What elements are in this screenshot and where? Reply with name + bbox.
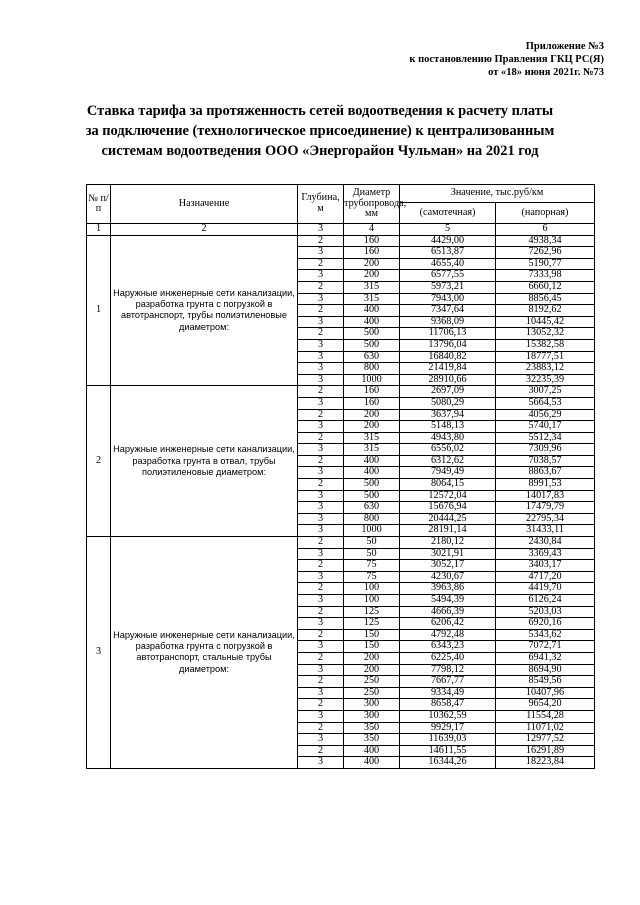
pressure-value-cell: 16291,89 [496,745,595,757]
pressure-value-cell: 8192,62 [496,305,595,317]
gravity-value-cell: 7949,49 [400,467,496,479]
title-line-2: за подключение (технологическое присоединение) к централизованным [85,123,555,139]
diameter-cell: 500 [344,490,400,502]
gravity-value-cell: 3963,86 [400,583,496,595]
depth-cell: 3 [298,687,344,699]
tariff-table [86,184,595,769]
depth-cell: 2 [298,386,344,398]
pressure-value-cell: 5512,34 [496,432,595,444]
title-line-3: системам водоотведения ООО «Энергорайон Чульман» на 2021 год [101,143,539,159]
gravity-value-cell: 4666,39 [400,606,496,618]
diameter-cell: 315 [344,293,400,305]
depth-cell: 2 [298,479,344,491]
depth-cell: 2 [298,629,344,641]
gravity-value-cell: 6225,40 [400,652,496,664]
pressure-value-cell: 32235,39 [496,374,595,386]
gravity-value-cell: 4655,40 [400,258,496,270]
diameter-cell: 315 [344,444,400,456]
table-row [87,537,595,549]
pressure-value-cell: 6920,16 [496,618,595,630]
group-description: Наружные инженерные сети канализации, разработка грунта с погрузкой в автотранспорт, стальные трубы диаметром: [111,537,298,769]
gravity-value-cell: 13796,04 [400,339,496,351]
diameter-cell: 1000 [344,374,400,386]
diameter-cell: 160 [344,247,400,259]
diameter-cell: 125 [344,606,400,618]
pressure-value-cell: 22795,34 [496,513,595,525]
pressure-value-cell: 17479,79 [496,502,595,514]
header-purpose: Назначение [111,185,298,224]
gravity-value-cell: 7667,77 [400,676,496,688]
appendix-line-3: от «18» июня 2021г. №73 [488,67,604,78]
gravity-value-cell: 5148,13 [400,421,496,433]
depth-cell: 3 [298,421,344,433]
depth-cell: 3 [298,467,344,479]
depth-cell: 3 [298,490,344,502]
depth-cell: 3 [298,374,344,386]
pressure-value-cell: 6660,12 [496,281,595,293]
depth-cell: 2 [298,745,344,757]
appendix-line-2: к постановлению Правления ГКЦ РС(Я) [409,54,604,65]
gravity-value-cell: 2180,12 [400,537,496,549]
pressure-value-cell: 8549,56 [496,676,595,688]
pressure-value-cell: 7309,96 [496,444,595,456]
depth-cell: 2 [298,652,344,664]
diameter-cell: 300 [344,710,400,722]
diameter-cell: 160 [344,386,400,398]
pressure-value-cell: 31433,11 [496,525,595,537]
depth-cell: 2 [298,583,344,595]
gravity-value-cell: 2697,09 [400,386,496,398]
pressure-value-cell: 7333,98 [496,270,595,282]
table-row [87,386,595,398]
gravity-value-cell: 6343,23 [400,641,496,653]
column-number-cell: 5 [400,224,496,236]
diameter-cell: 350 [344,734,400,746]
diameter-cell: 400 [344,316,400,328]
gravity-value-cell: 20444,25 [400,513,496,525]
depth-cell: 3 [298,316,344,328]
gravity-value-cell: 3052,17 [400,560,496,572]
gravity-value-cell: 14611,55 [400,745,496,757]
pressure-value-cell: 14017,83 [496,490,595,502]
diameter-cell: 160 [344,397,400,409]
depth-cell: 3 [298,734,344,746]
pressure-value-cell: 4938,34 [496,235,595,247]
pressure-value-cell: 5190,77 [496,258,595,270]
diameter-cell: 500 [344,339,400,351]
gravity-value-cell: 6577,55 [400,270,496,282]
gravity-value-cell: 16344,26 [400,757,496,769]
depth-cell: 3 [298,247,344,259]
header-value: Значение, тыс.руб/км [400,185,595,203]
diameter-cell: 100 [344,595,400,607]
diameter-cell: 125 [344,618,400,630]
diameter-cell: 50 [344,548,400,560]
pressure-value-cell: 13052,32 [496,328,595,340]
gravity-value-cell: 4230,67 [400,571,496,583]
pressure-value-cell: 8856,45 [496,293,595,305]
pressure-value-cell: 7072,71 [496,641,595,653]
diameter-cell: 400 [344,455,400,467]
pressure-value-cell: 5664,53 [496,397,595,409]
gravity-value-cell: 6206,42 [400,618,496,630]
gravity-value-cell: 4943,80 [400,432,496,444]
diameter-cell: 630 [344,351,400,363]
depth-cell: 3 [298,397,344,409]
gravity-value-cell: 9368,09 [400,316,496,328]
diameter-cell: 75 [344,560,400,572]
diameter-cell: 800 [344,513,400,525]
gravity-value-cell: 8064,15 [400,479,496,491]
pressure-value-cell: 3369,43 [496,548,595,560]
appendix-header [409,40,604,79]
diameter-cell: 250 [344,676,400,688]
group-description: Наружные инженерные сети канализации, разработка грунта с погрузкой в автотранспорт, трубы полиэтиленовые диаметром: [111,235,298,386]
diameter-cell: 400 [344,467,400,479]
pressure-value-cell: 8694,90 [496,664,595,676]
depth-cell: 2 [298,235,344,247]
diameter-cell: 200 [344,421,400,433]
pressure-value-cell: 18223,84 [496,757,595,769]
diameter-cell: 100 [344,583,400,595]
column-number-cell: 1 [87,224,111,236]
gravity-value-cell: 10362,59 [400,710,496,722]
gravity-value-cell: 28910,66 [400,374,496,386]
depth-cell: 2 [298,281,344,293]
pressure-value-cell: 4056,29 [496,409,595,421]
gravity-value-cell: 3021,91 [400,548,496,560]
pressure-value-cell: 4419,70 [496,583,595,595]
column-number-cell: 2 [111,224,298,236]
gravity-value-cell: 4792,48 [400,629,496,641]
gravity-value-cell: 5080,29 [400,397,496,409]
header-diameter: Диаметр трубопровода, мм [344,185,400,224]
depth-cell: 3 [298,757,344,769]
gravity-value-cell: 6513,87 [400,247,496,259]
diameter-cell: 400 [344,305,400,317]
diameter-cell: 300 [344,699,400,711]
pressure-value-cell: 5203,03 [496,606,595,618]
diameter-cell: 200 [344,258,400,270]
diameter-cell: 630 [344,502,400,514]
group-number: 2 [87,386,111,537]
gravity-value-cell: 11706,13 [400,328,496,340]
diameter-cell: 150 [344,641,400,653]
depth-cell: 3 [298,641,344,653]
gravity-value-cell: 6312,62 [400,455,496,467]
gravity-value-cell: 21419,84 [400,363,496,375]
depth-cell: 3 [298,618,344,630]
depth-cell: 2 [298,432,344,444]
depth-cell: 3 [298,363,344,375]
diameter-cell: 150 [344,629,400,641]
pressure-value-cell: 2430,84 [496,537,595,549]
pressure-value-cell: 8863,67 [496,467,595,479]
depth-cell: 2 [298,537,344,549]
diameter-cell: 200 [344,409,400,421]
pressure-value-cell: 7262,96 [496,247,595,259]
depth-cell: 3 [298,571,344,583]
column-number-row [87,224,595,236]
depth-cell: 3 [298,339,344,351]
diameter-cell: 315 [344,432,400,444]
depth-cell: 3 [298,444,344,456]
gravity-value-cell: 12572,04 [400,490,496,502]
depth-cell: 2 [298,258,344,270]
depth-cell: 3 [298,595,344,607]
depth-cell: 2 [298,676,344,688]
gravity-value-cell: 5973,21 [400,281,496,293]
depth-cell: 2 [298,455,344,467]
column-number-cell: 6 [496,224,595,236]
gravity-value-cell: 15676,94 [400,502,496,514]
pressure-value-cell: 3007,25 [496,386,595,398]
title-line-1: Ставка тарифа за протяженность сетей водоотведения к расчету платы [86,103,554,119]
header-depth: Глубина, м [298,185,344,224]
depth-cell: 3 [298,351,344,363]
pressure-value-cell: 10407,96 [496,687,595,699]
pressure-value-cell: 6941,32 [496,652,595,664]
column-number-cell: 4 [344,224,400,236]
gravity-value-cell: 11639,03 [400,734,496,746]
gravity-value-cell: 3637,94 [400,409,496,421]
table-body [87,235,595,768]
depth-cell: 2 [298,409,344,421]
pressure-value-cell: 7038,57 [496,455,595,467]
depth-cell: 3 [298,270,344,282]
pressure-value-cell: 12977,52 [496,734,595,746]
depth-cell: 3 [298,525,344,537]
document-title [40,101,600,161]
depth-cell: 3 [298,548,344,560]
diameter-cell: 800 [344,363,400,375]
depth-cell: 3 [298,710,344,722]
diameter-cell: 50 [344,537,400,549]
gravity-value-cell: 9929,17 [400,722,496,734]
pressure-value-cell: 6126,24 [496,595,595,607]
diameter-cell: 500 [344,328,400,340]
pressure-value-cell: 5740,17 [496,421,595,433]
pressure-value-cell: 18777,51 [496,351,595,363]
depth-cell: 2 [298,722,344,734]
diameter-cell: 400 [344,745,400,757]
gravity-value-cell: 9334,49 [400,687,496,699]
pressure-value-cell: 8991,53 [496,479,595,491]
depth-cell: 2 [298,305,344,317]
appendix-line-1: Приложение №3 [525,41,604,52]
header-pressure: (напорная) [496,203,595,224]
gravity-value-cell: 16840,82 [400,351,496,363]
group-number: 3 [87,537,111,769]
diameter-cell: 200 [344,652,400,664]
gravity-value-cell: 7798,12 [400,664,496,676]
pressure-value-cell: 3403,17 [496,560,595,572]
depth-cell: 2 [298,328,344,340]
header-gravity: (самотечная) [400,203,496,224]
gravity-value-cell: 5494,39 [400,595,496,607]
diameter-cell: 500 [344,479,400,491]
depth-cell: 3 [298,513,344,525]
diameter-cell: 75 [344,571,400,583]
diameter-cell: 200 [344,664,400,676]
diameter-cell: 350 [344,722,400,734]
gravity-value-cell: 6556,02 [400,444,496,456]
depth-cell: 3 [298,293,344,305]
header-num: № п/п [87,185,111,224]
depth-cell: 2 [298,606,344,618]
pressure-value-cell: 10445,42 [496,316,595,328]
table-row [87,235,595,247]
pressure-value-cell: 11554,28 [496,710,595,722]
gravity-value-cell: 7347,64 [400,305,496,317]
diameter-cell: 400 [344,757,400,769]
depth-cell: 3 [298,502,344,514]
diameter-cell: 250 [344,687,400,699]
depth-cell: 2 [298,560,344,572]
pressure-value-cell: 5343,62 [496,629,595,641]
pressure-value-cell: 23883,12 [496,363,595,375]
group-number: 1 [87,235,111,386]
pressure-value-cell: 11071,02 [496,722,595,734]
gravity-value-cell: 4429,00 [400,235,496,247]
diameter-cell: 200 [344,270,400,282]
gravity-value-cell: 8658,47 [400,699,496,711]
diameter-cell: 1000 [344,525,400,537]
pressure-value-cell: 9654,20 [496,699,595,711]
column-number-cell: 3 [298,224,344,236]
pressure-value-cell: 15382,58 [496,339,595,351]
gravity-value-cell: 7943,00 [400,293,496,305]
group-description: Наружные инженерные сети канализации, разработка грунта в отвал, трубы полиэтиленовые диаметром: [111,386,298,537]
gravity-value-cell: 28191,14 [400,525,496,537]
table-header [87,185,595,236]
pressure-value-cell: 4717,20 [496,571,595,583]
diameter-cell: 160 [344,235,400,247]
diameter-cell: 315 [344,281,400,293]
depth-cell: 2 [298,699,344,711]
depth-cell: 3 [298,664,344,676]
